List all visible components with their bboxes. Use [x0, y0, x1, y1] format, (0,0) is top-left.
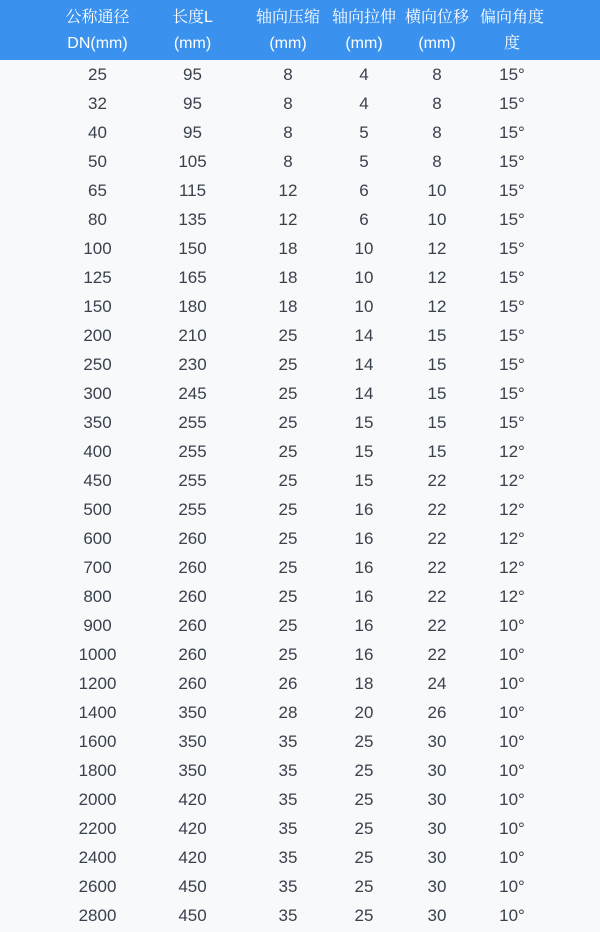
cell-axial-tension: 16 — [354, 557, 374, 577]
cell-dn: 500 — [83, 499, 112, 519]
table-row — [0, 89, 600, 118]
table-row — [0, 582, 600, 611]
cell-axial-tension: 6 — [359, 209, 369, 229]
cell-dn: 2200 — [78, 818, 117, 838]
cell-dn: 450 — [83, 470, 112, 490]
cell-axial-compression: 35 — [278, 847, 298, 867]
cell-axial-compression: 35 — [278, 789, 298, 809]
cell-axial-compression: 8 — [283, 122, 293, 142]
cell-axial-compression: 18 — [278, 296, 298, 316]
cell-dn: 2000 — [78, 789, 117, 809]
table-row — [0, 785, 600, 814]
cell-length: 350 — [178, 731, 207, 751]
header-col-deflection-angle-line1: 偏向角度 — [480, 8, 545, 26]
cell-dn: 1000 — [78, 644, 117, 664]
cell-axial-compression: 25 — [278, 325, 298, 345]
cell-axial-tension: 20 — [354, 702, 374, 722]
cell-dn: 800 — [83, 586, 112, 606]
cell-axial-tension: 16 — [354, 528, 374, 548]
cell-deflection-angle: 15° — [499, 354, 525, 374]
cell-axial-tension: 25 — [354, 818, 374, 838]
cell-deflection-angle: 12° — [499, 499, 525, 519]
cell-lateral-displacement: 22 — [427, 586, 447, 606]
header-col-axial-compression — [240, 0, 336, 60]
cell-dn: 40 — [88, 122, 107, 142]
cell-length: 450 — [178, 876, 207, 896]
cell-axial-compression: 25 — [278, 354, 298, 374]
cell-axial-tension: 25 — [354, 760, 374, 780]
cell-dn: 150 — [83, 296, 112, 316]
cell-axial-tension: 25 — [354, 876, 374, 896]
table-row — [0, 234, 600, 263]
cell-lateral-displacement: 30 — [427, 847, 447, 867]
cell-deflection-angle: 10° — [499, 731, 525, 751]
cell-lateral-displacement: 15 — [427, 383, 447, 403]
table-row — [0, 118, 600, 147]
cell-axial-compression: 25 — [278, 644, 298, 664]
cell-lateral-displacement: 15 — [427, 325, 447, 345]
cell-length: 450 — [178, 905, 207, 925]
table-row — [0, 669, 600, 698]
table-header — [0, 0, 600, 60]
cell-lateral-displacement: 30 — [427, 876, 447, 896]
cell-axial-tension: 4 — [359, 93, 369, 113]
cell-axial-compression: 18 — [278, 267, 298, 287]
table-row — [0, 756, 600, 785]
cell-axial-compression: 25 — [278, 615, 298, 635]
table-row — [0, 263, 600, 292]
cell-dn: 2800 — [78, 905, 117, 925]
cell-length: 255 — [178, 470, 207, 490]
cell-deflection-angle: 15° — [499, 412, 525, 432]
cell-lateral-displacement: 26 — [427, 702, 447, 722]
cell-axial-compression: 35 — [278, 818, 298, 838]
cell-length: 420 — [178, 818, 207, 838]
cell-axial-tension: 16 — [354, 615, 374, 635]
cell-length: 260 — [178, 528, 207, 548]
cell-axial-tension: 25 — [354, 847, 374, 867]
header-col-lateral-displacement — [392, 0, 482, 60]
table-row — [0, 350, 600, 379]
cell-length: 105 — [178, 151, 207, 171]
cell-length: 420 — [178, 789, 207, 809]
cell-lateral-displacement: 8 — [432, 151, 442, 171]
cell-dn: 700 — [83, 557, 112, 577]
header-col-dn-line2: DN(mm) — [67, 34, 128, 52]
cell-axial-tension: 10 — [354, 238, 374, 258]
header-col-axial-compression-line1: 轴向压缩 — [255, 8, 320, 26]
cell-axial-tension: 14 — [354, 354, 374, 374]
cell-lateral-displacement: 30 — [427, 789, 447, 809]
header-col-dn-line1: 公称通径 — [65, 8, 130, 26]
cell-dn: 900 — [83, 615, 112, 635]
cell-length: 420 — [178, 847, 207, 867]
cell-axial-tension: 6 — [359, 180, 369, 200]
cell-lateral-displacement: 30 — [427, 731, 447, 751]
table-row — [0, 843, 600, 872]
cell-deflection-angle: 10° — [499, 760, 525, 780]
cell-axial-compression: 25 — [278, 383, 298, 403]
table-row — [0, 379, 600, 408]
cell-length: 260 — [178, 557, 207, 577]
table-row — [0, 60, 600, 89]
cell-dn: 250 — [83, 354, 112, 374]
cell-axial-compression: 25 — [278, 441, 298, 461]
cell-deflection-angle: 15° — [499, 296, 525, 316]
cell-lateral-displacement: 10 — [427, 209, 447, 229]
cell-lateral-displacement: 10 — [427, 180, 447, 200]
cell-axial-tension: 16 — [354, 644, 374, 664]
cell-axial-compression: 8 — [283, 93, 293, 113]
cell-axial-tension: 15 — [354, 441, 374, 461]
cell-axial-tension: 10 — [354, 296, 374, 316]
cell-length: 255 — [178, 441, 207, 461]
table-row — [0, 698, 600, 727]
table-body — [0, 60, 600, 930]
cell-length: 260 — [178, 644, 207, 664]
cell-dn: 125 — [83, 267, 112, 287]
cell-axial-tension: 10 — [354, 267, 374, 287]
cell-lateral-displacement: 22 — [427, 528, 447, 548]
cell-deflection-angle: 12° — [499, 470, 525, 490]
header-col-lateral-displacement-line1: 横向位移 — [404, 8, 469, 26]
cell-deflection-angle: 10° — [499, 876, 525, 896]
cell-deflection-angle: 15° — [499, 93, 525, 113]
cell-length: 165 — [178, 267, 207, 287]
header-col-axial-tension — [332, 0, 397, 60]
cell-length: 150 — [178, 238, 207, 258]
cell-dn: 1600 — [78, 731, 117, 751]
cell-lateral-displacement: 22 — [427, 615, 447, 635]
cell-lateral-displacement: 30 — [427, 905, 447, 925]
cell-length: 95 — [183, 64, 202, 84]
header-col-deflection-angle — [482, 0, 600, 60]
cell-deflection-angle: 10° — [499, 818, 525, 838]
cell-dn: 600 — [83, 528, 112, 548]
cell-axial-tension: 15 — [354, 470, 374, 490]
cell-dn: 400 — [83, 441, 112, 461]
cell-deflection-angle: 10° — [499, 847, 525, 867]
header-col-dn — [0, 0, 145, 60]
cell-deflection-angle: 10° — [499, 615, 525, 635]
cell-deflection-angle: 10° — [499, 702, 525, 722]
cell-length: 350 — [178, 702, 207, 722]
cell-lateral-displacement: 12 — [427, 296, 447, 316]
cell-length: 115 — [178, 180, 207, 200]
cell-deflection-angle: 15° — [499, 383, 525, 403]
table-row — [0, 292, 600, 321]
cell-length: 95 — [183, 122, 202, 142]
cell-axial-compression: 8 — [283, 151, 293, 171]
cell-deflection-angle: 15° — [499, 267, 525, 287]
cell-dn: 300 — [83, 383, 112, 403]
cell-dn: 350 — [83, 412, 112, 432]
cell-deflection-angle: 12° — [499, 441, 525, 461]
cell-axial-compression: 8 — [283, 64, 293, 84]
cell-dn: 32 — [88, 93, 107, 113]
cell-axial-compression: 25 — [278, 528, 298, 548]
cell-deflection-angle: 15° — [499, 180, 525, 200]
cell-length: 350 — [178, 760, 207, 780]
cell-dn: 2400 — [78, 847, 117, 867]
cell-axial-compression: 35 — [278, 731, 298, 751]
table-row — [0, 205, 600, 234]
cell-length: 260 — [178, 615, 207, 635]
cell-length: 260 — [178, 586, 207, 606]
cell-lateral-displacement: 8 — [432, 64, 442, 84]
cell-length: 95 — [183, 93, 202, 113]
cell-length: 260 — [178, 673, 207, 693]
cell-lateral-displacement: 24 — [427, 673, 447, 693]
cell-lateral-displacement: 12 — [427, 238, 447, 258]
cell-dn: 50 — [88, 151, 107, 171]
cell-axial-compression: 25 — [278, 470, 298, 490]
table-row — [0, 437, 600, 466]
cell-axial-tension: 16 — [354, 586, 374, 606]
table-row — [0, 611, 600, 640]
table-row — [0, 408, 600, 437]
cell-dn: 80 — [88, 209, 107, 229]
table-row — [0, 553, 600, 582]
cell-axial-compression: 18 — [278, 238, 298, 258]
cell-axial-tension: 4 — [359, 64, 369, 84]
cell-dn: 100 — [83, 238, 112, 258]
table-row — [0, 872, 600, 901]
cell-length: 245 — [178, 383, 207, 403]
cell-deflection-angle: 15° — [499, 122, 525, 142]
cell-dn: 1400 — [78, 702, 117, 722]
cell-axial-compression: 25 — [278, 586, 298, 606]
cell-axial-compression: 12 — [278, 209, 298, 229]
header-col-deflection-angle-line2: 度 — [503, 34, 520, 52]
table-row — [0, 147, 600, 176]
cell-axial-tension: 14 — [354, 383, 374, 403]
cell-axial-tension: 18 — [354, 673, 374, 693]
table-row — [0, 466, 600, 495]
table-row — [0, 640, 600, 669]
cell-lateral-displacement: 15 — [427, 412, 447, 432]
cell-axial-compression: 35 — [278, 905, 298, 925]
cell-deflection-angle: 10° — [499, 644, 525, 664]
cell-axial-compression: 26 — [278, 673, 298, 693]
table-row — [0, 495, 600, 524]
cell-axial-compression: 25 — [278, 499, 298, 519]
table-row — [0, 727, 600, 756]
cell-axial-tension: 5 — [359, 122, 369, 142]
cell-deflection-angle: 12° — [499, 528, 525, 548]
cell-lateral-displacement: 22 — [427, 557, 447, 577]
cell-axial-compression: 28 — [278, 702, 298, 722]
header-col-lateral-displacement-line2: (mm) — [418, 34, 456, 52]
cell-axial-tension: 25 — [354, 731, 374, 751]
header-col-axial-compression-line2: (mm) — [269, 34, 307, 52]
cell-lateral-displacement: 15 — [427, 354, 447, 374]
cell-deflection-angle: 10° — [499, 789, 525, 809]
cell-axial-compression: 25 — [278, 412, 298, 432]
cell-lateral-displacement: 8 — [432, 122, 442, 142]
cell-dn: 200 — [83, 325, 112, 345]
cell-deflection-angle: 15° — [499, 64, 525, 84]
cell-deflection-angle: 10° — [499, 905, 525, 925]
cell-axial-tension: 25 — [354, 789, 374, 809]
cell-dn: 25 — [88, 64, 107, 84]
cell-length: 180 — [178, 296, 207, 316]
cell-dn: 2600 — [78, 876, 117, 896]
cell-deflection-angle: 10° — [499, 673, 525, 693]
cell-axial-compression: 12 — [278, 180, 298, 200]
cell-axial-tension: 25 — [354, 905, 374, 925]
cell-lateral-displacement: 30 — [427, 818, 447, 838]
cell-dn: 1200 — [78, 673, 117, 693]
cell-lateral-displacement: 12 — [427, 267, 447, 287]
cell-deflection-angle: 12° — [499, 557, 525, 577]
header-col-length-line1: 长度L — [172, 8, 213, 26]
cell-axial-compression: 35 — [278, 876, 298, 896]
cell-lateral-displacement: 22 — [427, 499, 447, 519]
cell-deflection-angle: 15° — [499, 325, 525, 345]
cell-axial-tension: 15 — [354, 412, 374, 432]
header-col-axial-tension-line1: 轴向拉伸 — [332, 8, 397, 26]
cell-dn: 1800 — [78, 760, 117, 780]
cell-length: 255 — [178, 499, 207, 519]
cell-axial-tension: 16 — [354, 499, 374, 519]
cell-dn: 65 — [88, 180, 107, 200]
table-row — [0, 176, 600, 205]
header-col-length-line2: (mm) — [173, 34, 212, 52]
cell-lateral-displacement: 22 — [427, 470, 447, 490]
header-col-axial-tension-line2: (mm) — [345, 34, 383, 52]
cell-lateral-displacement: 8 — [432, 93, 442, 113]
cell-axial-compression: 25 — [278, 557, 298, 577]
table-row — [0, 321, 600, 350]
cell-lateral-displacement: 15 — [427, 441, 447, 461]
cell-deflection-angle: 15° — [499, 151, 525, 171]
cell-length: 255 — [178, 412, 207, 432]
cell-lateral-displacement: 22 — [427, 644, 447, 664]
cell-axial-compression: 35 — [278, 760, 298, 780]
table-row — [0, 901, 600, 930]
cell-lateral-displacement: 30 — [427, 760, 447, 780]
table-row — [0, 524, 600, 553]
cell-length: 230 — [178, 354, 207, 374]
header-col-length — [145, 0, 240, 60]
cell-deflection-angle: 15° — [499, 238, 525, 258]
cell-axial-tension: 5 — [359, 151, 369, 171]
table-row — [0, 814, 600, 843]
cell-length: 210 — [178, 325, 207, 345]
cell-deflection-angle: 12° — [499, 586, 525, 606]
cell-length: 135 — [178, 209, 207, 229]
cell-axial-tension: 14 — [354, 325, 374, 345]
cell-deflection-angle: 15° — [499, 209, 525, 229]
